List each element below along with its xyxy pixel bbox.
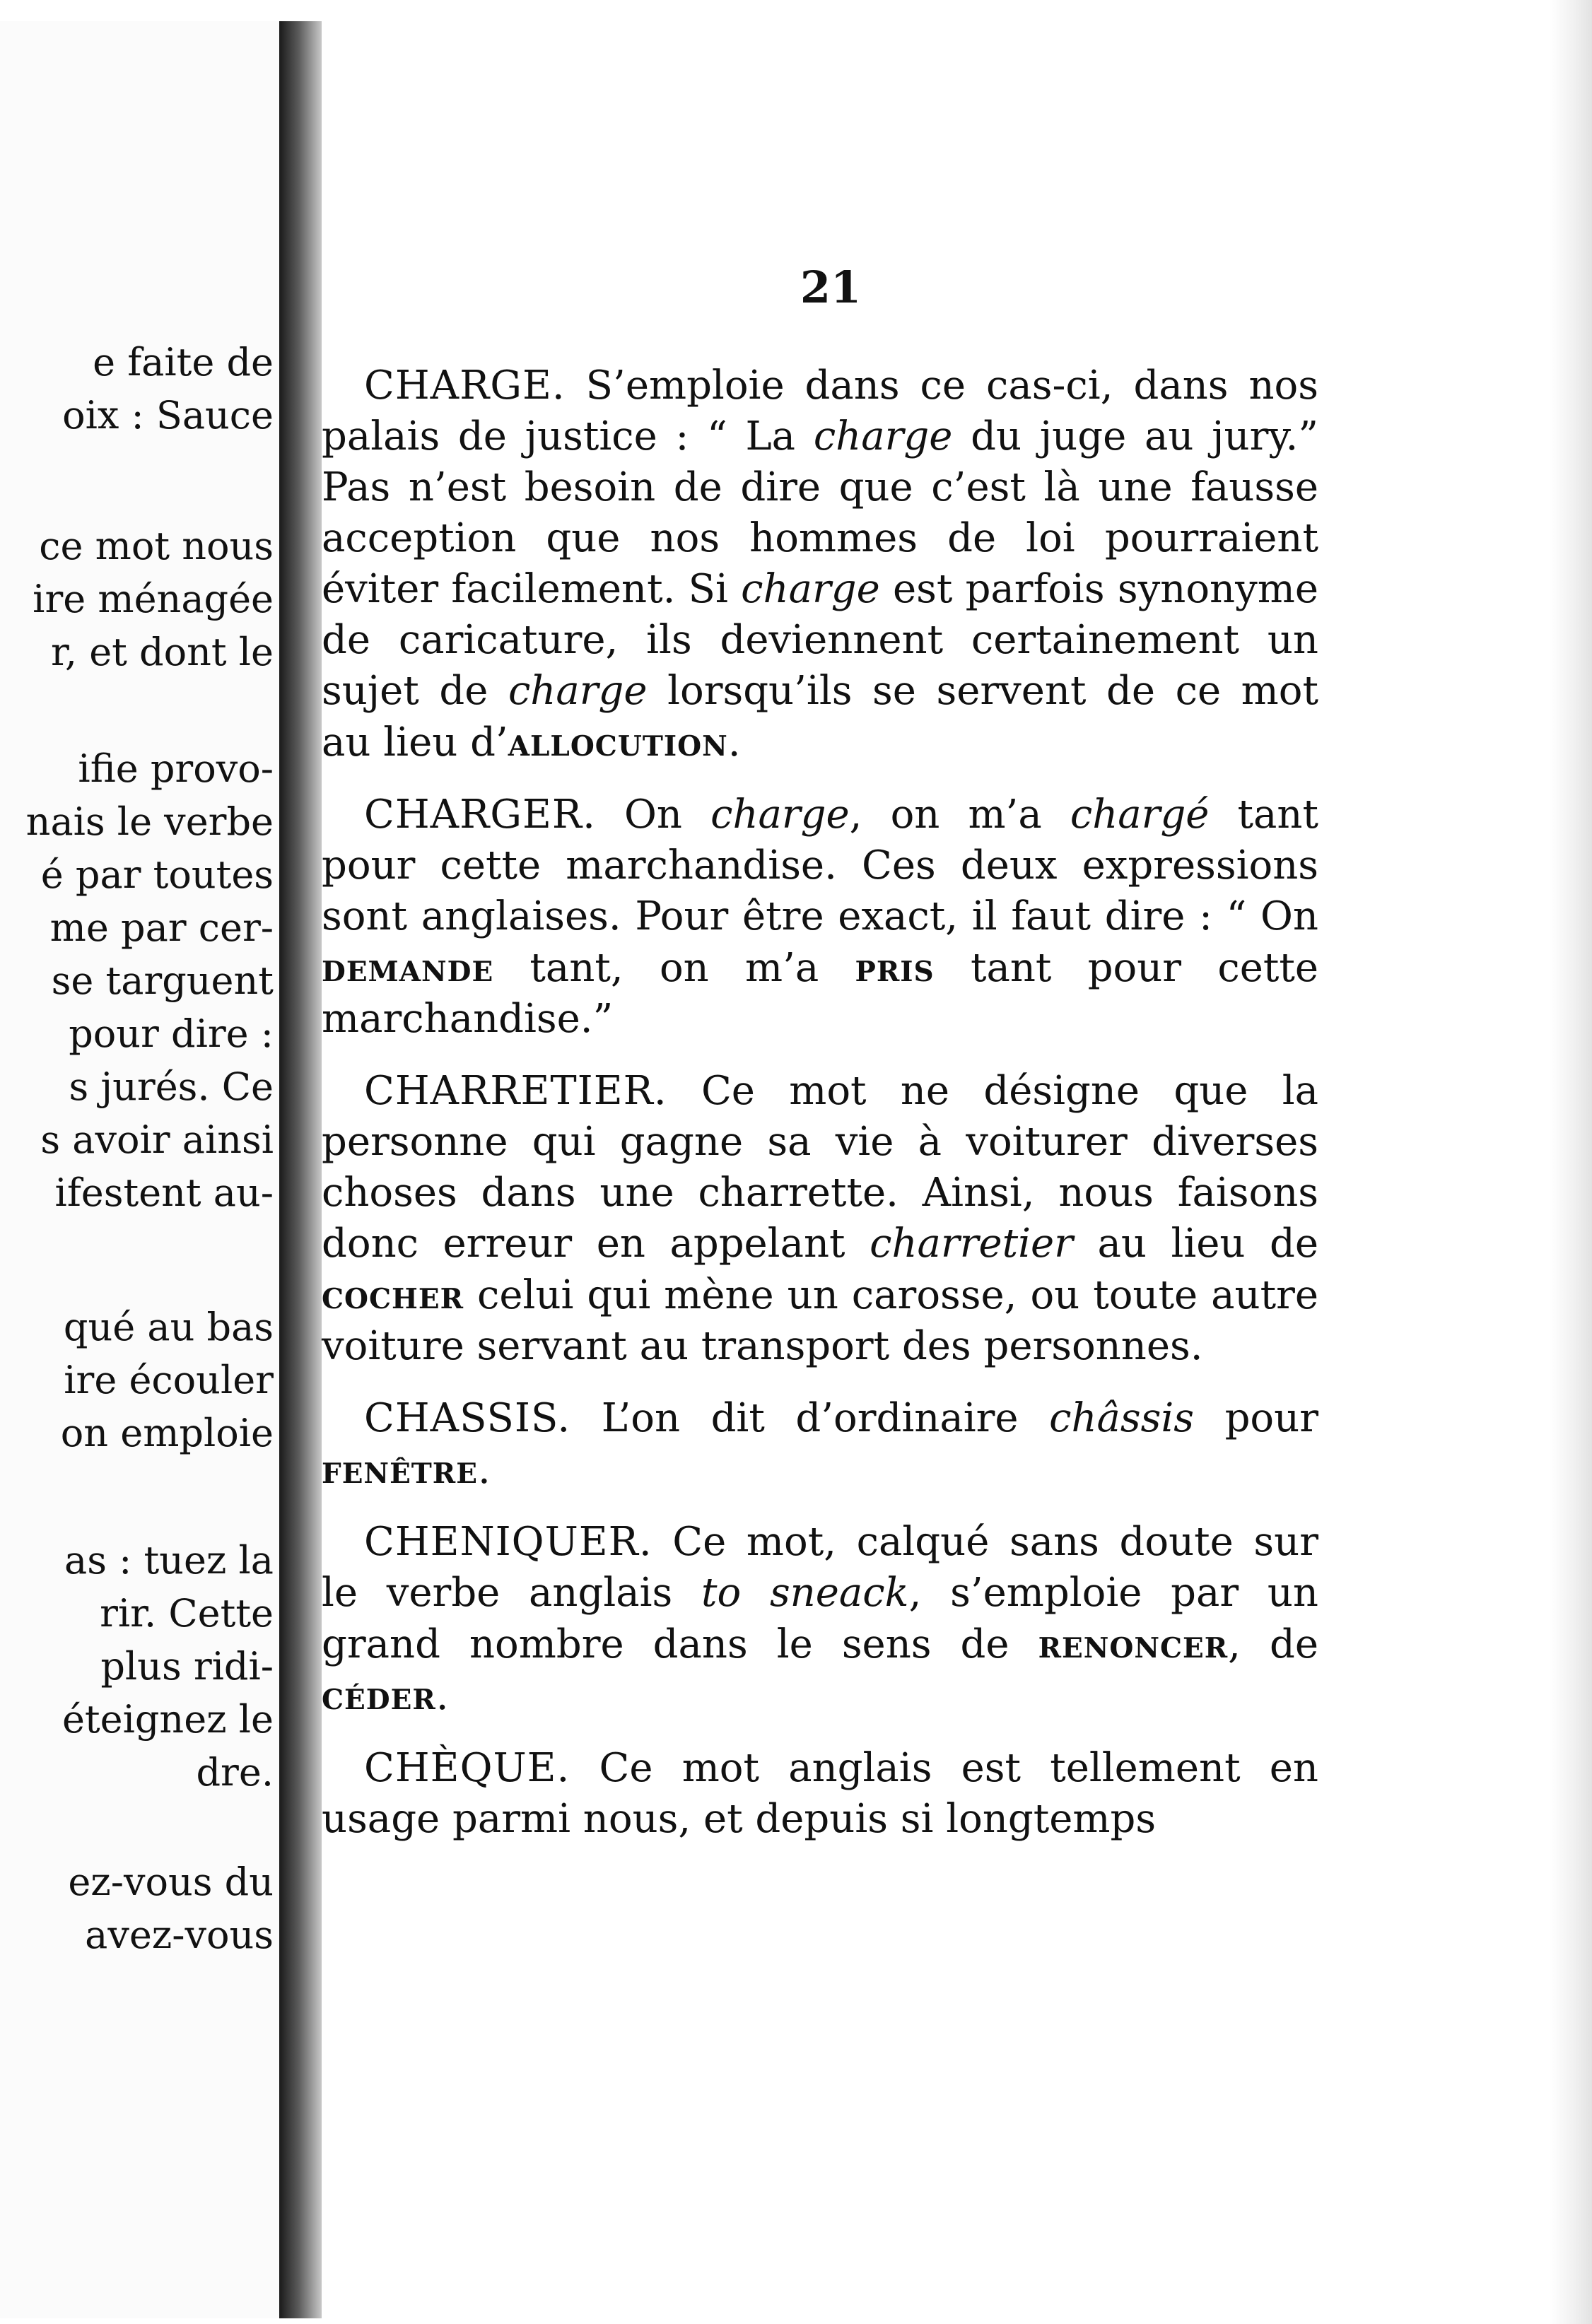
entry-text: Ce mot anglais est tellement en usage parmi nous, et depuis si longtemps — [322, 1745, 1318, 1842]
small-caps-word: demande — [322, 944, 494, 991]
entry-term: CHÈQUE. — [364, 1745, 570, 1791]
left-page-line: me par cer- — [49, 905, 274, 950]
left-page-line: pour dire : — [69, 1011, 274, 1056]
entry-text: Ce mot, calqué sans doute sur le verbe anglais — [322, 1519, 1318, 1616]
left-page-line: se targuent — [51, 958, 274, 1003]
italic-word: châssis — [1049, 1395, 1195, 1441]
left-page-line: as : tuez la — [64, 1538, 274, 1583]
entry-text: est parfois synonyme de caricature, ils deviennent certainement un sujet de — [322, 566, 1319, 714]
left-page-line: s avoir ainsi — [40, 1117, 274, 1162]
left-page-line: ire écouler — [64, 1358, 274, 1402]
left-page-line: qué au bas — [63, 1305, 274, 1349]
entry-term: CHARGE. — [364, 363, 566, 409]
left-page-line: ire ménagée — [33, 577, 274, 621]
left-page-line: é par toutes — [40, 852, 274, 897]
entry-term: CHASSIS. — [364, 1395, 571, 1441]
dictionary-entry — [322, 1066, 1318, 1372]
dictionary-entry — [322, 1393, 1318, 1496]
dictionary-entry — [322, 1517, 1318, 1722]
entry-text: tant pour cette marchandise.” — [322, 945, 1318, 1042]
entry-term: CHENIQUER. — [364, 1519, 652, 1565]
italic-word: charge — [710, 792, 850, 838]
small-caps-word: céder — [322, 1672, 436, 1719]
page-number: 21 — [800, 262, 862, 313]
left-page-line: e faite de — [93, 340, 274, 385]
entry-text: On — [595, 792, 711, 838]
small-caps-word: allocution — [508, 719, 728, 765]
text-column — [322, 360, 1318, 1866]
left-page-line: plus ridi- — [100, 1644, 274, 1689]
dictionary-entry — [322, 1743, 1318, 1845]
italic-word: charretier — [870, 1221, 1073, 1267]
dictionary-entry — [322, 360, 1318, 768]
left-page-line: rir. Cette — [100, 1591, 274, 1636]
entry-text: tant pour cette marchandise. Ces deux expressions sont anglaises. Pour être exact, il faut dire : “ On — [322, 792, 1319, 939]
entry-text: . — [435, 1673, 449, 1719]
italic-word: chargé — [1070, 792, 1210, 838]
dictionary-entry — [322, 790, 1318, 1045]
entry-text: du juge au jury.” Pas n’est besoin de dire que c’est là une fausse acception que nos hommes de loi pourraient éviter facilement. Si — [322, 413, 1318, 612]
left-page-line: ez-vous du — [68, 1860, 274, 1904]
entry-text: au lieu de — [1072, 1221, 1318, 1267]
italic-word: to sneack — [701, 1570, 909, 1616]
entry-term: CHARGER. — [364, 792, 596, 838]
right-page — [322, 0, 1592, 2324]
entry-text: S’emploie dans ce cas-ci, dans nos palais de justice : “ La — [322, 363, 1318, 459]
entry-text: celui qui mène un carosse, ou toute autre voiture servant au transport des personnes. — [322, 1272, 1318, 1369]
italic-word: charge — [508, 668, 648, 714]
entry-text: Ce mot ne désigne que la personne qui gagne sa vie à voiturer diverses choses dans une charrette. Ainsi, nous faisons donc erreur en appelant — [322, 1068, 1318, 1267]
entry-text: tant, on m’a — [493, 945, 855, 991]
small-caps-word: renoncer — [1038, 1621, 1229, 1667]
page-edge — [1550, 0, 1592, 2324]
left-page-line: nais le verbe — [25, 799, 274, 844]
left-page-line: ifestent au- — [54, 1170, 274, 1215]
left-page-line: ifie provo- — [78, 746, 274, 791]
small-caps-word: fenêtre — [322, 1446, 478, 1493]
left-page-line: s jurés. Ce — [69, 1064, 274, 1109]
book-gutter — [279, 21, 322, 2318]
italic-word: charge — [813, 413, 953, 459]
entry-text: , on m’a — [849, 792, 1070, 838]
entry-text: pour — [1194, 1395, 1318, 1441]
entry-text: lorsqu’ils se servent de ce mot au lieu d’ — [322, 668, 1318, 765]
entry-text: L’on dit d’ordinaire — [570, 1395, 1050, 1441]
small-caps-word: cocher — [322, 1272, 464, 1318]
entry-text: . — [477, 1447, 491, 1493]
left-page-line: dre. — [196, 1750, 274, 1795]
small-caps-word: pris — [855, 944, 935, 991]
left-page-line: r, et dont le — [51, 630, 274, 674]
left-page-line: ce mot nous — [39, 524, 274, 568]
left-page-line: éteignez le — [62, 1697, 274, 1742]
left-page-line: oix : Sauce — [62, 393, 274, 438]
italic-word: charge — [741, 566, 880, 612]
left-page-fragment — [0, 21, 281, 2318]
entry-term: CHARRETIER. — [364, 1068, 667, 1114]
entry-text: , s’emploie par un grand nombre dans le sens de — [322, 1570, 1318, 1667]
entry-text: , de — [1228, 1621, 1319, 1667]
left-page-line: on emploie — [60, 1411, 274, 1455]
left-page-line: avez-vous — [85, 1913, 274, 1957]
entry-text: . — [727, 720, 741, 765]
